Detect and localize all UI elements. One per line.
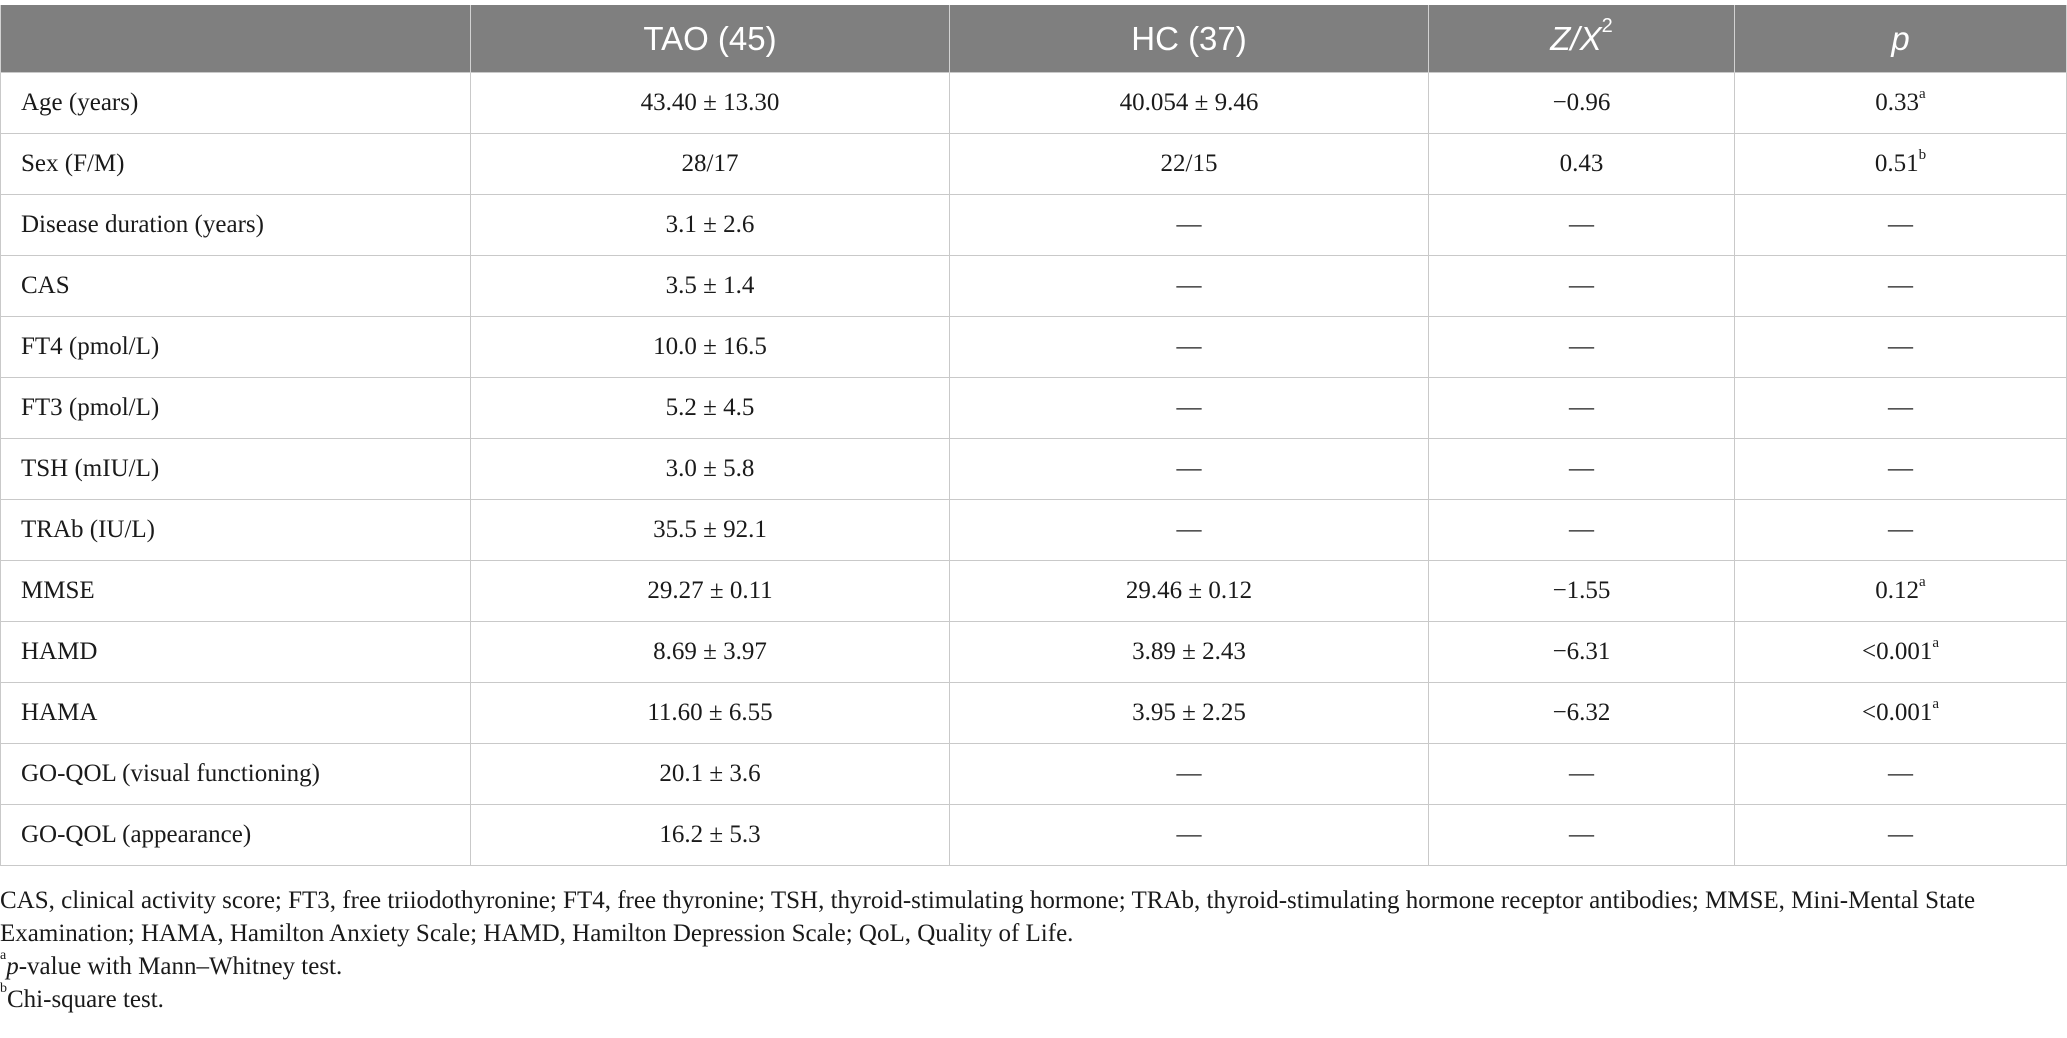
p-value-text: — [1888, 821, 1913, 848]
tao-value [471, 561, 950, 622]
hc-value [950, 744, 1429, 805]
hc-value-text: 29.46 ± 0.12 [1125, 577, 1253, 604]
tao-value [471, 805, 950, 866]
p-value-note-marker: b [1918, 147, 1927, 163]
row-label-text: TSH (mIU/L) [21, 455, 160, 482]
p-value-note-marker: a [1932, 696, 1940, 712]
p-value [1735, 500, 2067, 561]
footnote-a-marker: a [0, 948, 7, 963]
hc-value [950, 195, 1429, 256]
table-row [1, 317, 2067, 378]
stat-value-text: −1.55 [1552, 577, 1611, 604]
p-value [1735, 561, 2067, 622]
tao-value [471, 683, 950, 744]
row-label-text: FT4 (pmol/L) [21, 333, 160, 360]
row-label [1, 378, 471, 439]
stat-value [1429, 805, 1735, 866]
tao-value-text: 5.2 ± 4.5 [665, 394, 755, 421]
row-label [1, 500, 471, 561]
row-label [1, 683, 471, 744]
footnote-a-text: -value with Mann–Whitney test. [18, 953, 343, 980]
p-value-text: <0.001 [1861, 699, 1933, 726]
hc-value-text: 22/15 [1160, 150, 1218, 177]
header-p-label: p [1891, 19, 1910, 57]
row-label [1, 744, 471, 805]
p-value-text: — [1888, 394, 1913, 421]
stat-value [1429, 195, 1735, 256]
tao-value-text: 10.0 ± 16.5 [653, 333, 767, 360]
header-statistic [1429, 5, 1735, 73]
stat-value [1429, 744, 1735, 805]
hc-value [950, 134, 1429, 195]
hc-value [950, 805, 1429, 866]
table-row [1, 561, 2067, 622]
footnote-a [0, 950, 2060, 983]
row-label-text: Age (years) [21, 89, 139, 116]
stat-value-text: — [1569, 516, 1594, 543]
table-row [1, 134, 2067, 195]
table-row [1, 744, 2067, 805]
row-label-text: CAS [21, 272, 70, 299]
hc-value [950, 317, 1429, 378]
table-row [1, 73, 2067, 134]
hc-value [950, 622, 1429, 683]
stat-value-text: — [1569, 455, 1594, 482]
stat-value-text: 0.43 [1559, 150, 1604, 177]
row-label-text: HAMA [21, 699, 98, 726]
p-value [1735, 256, 2067, 317]
row-label-text: GO-QOL (visual functioning) [21, 760, 321, 787]
hc-value-text: 3.95 ± 2.25 [1132, 699, 1246, 726]
p-value-text: — [1888, 455, 1913, 482]
p-value [1735, 683, 2067, 744]
hc-value-text: — [1176, 516, 1202, 543]
tao-value [471, 378, 950, 439]
tao-value-text: 28/17 [681, 150, 739, 177]
p-value-text: — [1888, 516, 1913, 543]
header-stat-x-sup: 2 [1601, 14, 1613, 37]
p-value-text: 0.51 [1874, 150, 1919, 177]
row-label [1, 317, 471, 378]
hc-value [950, 439, 1429, 500]
stat-value-text: −6.31 [1552, 638, 1611, 665]
hc-value-text: — [1176, 760, 1202, 787]
stat-value [1429, 683, 1735, 744]
table-row [1, 378, 2067, 439]
header-stat-x: X [1579, 19, 1602, 57]
row-label [1, 73, 471, 134]
row-label-text: HAMD [21, 638, 98, 665]
tao-value-text: 29.27 ± 0.11 [647, 577, 773, 604]
tao-value [471, 622, 950, 683]
tao-value [471, 439, 950, 500]
row-label-text: TRAb (IU/L) [21, 516, 155, 543]
header-variable [1, 5, 471, 73]
stat-value [1429, 561, 1735, 622]
hc-value [950, 561, 1429, 622]
row-label-text: FT3 (pmol/L) [21, 394, 160, 421]
stat-value-text: — [1569, 272, 1594, 299]
tao-value-text: 3.0 ± 5.8 [665, 455, 755, 482]
stat-value-text: — [1569, 821, 1594, 848]
header-tao: TAO (45) [471, 5, 950, 73]
hc-value [950, 683, 1429, 744]
tao-value-text: 20.1 ± 3.6 [659, 760, 761, 787]
table-row [1, 500, 2067, 561]
footnote-a-italic: p [6, 953, 19, 980]
tao-value [471, 134, 950, 195]
table-row [1, 195, 2067, 256]
row-label [1, 256, 471, 317]
p-value [1735, 622, 2067, 683]
row-label [1, 561, 471, 622]
row-label-text: MMSE [21, 577, 95, 604]
tao-value-text: 8.69 ± 3.97 [653, 638, 767, 665]
table-row [1, 683, 2067, 744]
tao-value-text: 43.40 ± 13.30 [640, 89, 780, 116]
tao-value-text: 11.60 ± 6.55 [647, 699, 773, 726]
hc-value-text: — [1176, 333, 1202, 360]
hc-value-text: — [1176, 394, 1202, 421]
p-value-text: 0.33 [1875, 89, 1920, 116]
table-row [1, 256, 2067, 317]
tao-value [471, 73, 950, 134]
p-value-text: 0.12 [1875, 577, 1920, 604]
stat-value-text: — [1569, 211, 1594, 238]
table-body [1, 73, 2067, 866]
header-stat-sep: / [1570, 19, 1580, 57]
abbreviations-note: CAS, clinical activity score; FT3, free triiodothyronine; FT4, free thyronine; TSH, thyroid-stimulating hormone; TRAb, thyroid-stimulating hormone receptor antibodies; MMSE, Mini-Mental State Examination; HAMA, Hamilton Anxiety Scale; HAMD, Hamilton Depression Scale; QoL, Quality of Life. [0, 887, 1976, 947]
row-label-text: Disease duration (years) [21, 211, 264, 238]
table-row [1, 622, 2067, 683]
tao-value-text: 3.5 ± 1.4 [665, 272, 755, 299]
tao-value-text: 35.5 ± 92.1 [653, 516, 767, 543]
stat-value [1429, 134, 1735, 195]
p-value-note-marker: a [1932, 635, 1940, 651]
header-hc: HC (37) [950, 5, 1429, 73]
stat-value [1429, 500, 1735, 561]
header-row [1, 5, 2067, 73]
p-value-note-marker: a [1919, 86, 1926, 102]
hc-value-text: — [1176, 272, 1202, 299]
data-table [0, 5, 2067, 866]
p-value [1735, 378, 2067, 439]
p-value-note-marker: a [1919, 574, 1926, 590]
tao-value [471, 500, 950, 561]
stat-value [1429, 378, 1735, 439]
p-value [1735, 134, 2067, 195]
hc-value [950, 378, 1429, 439]
row-label [1, 134, 471, 195]
stat-value-text: −0.96 [1552, 89, 1611, 116]
stat-value-text: — [1569, 394, 1594, 421]
stat-value [1429, 439, 1735, 500]
p-value [1735, 317, 2067, 378]
tao-value [471, 195, 950, 256]
footnote-b-marker: b [0, 981, 7, 996]
p-value-text: — [1888, 211, 1913, 238]
p-value [1735, 744, 2067, 805]
p-value-text: — [1888, 272, 1913, 299]
hc-value [950, 500, 1429, 561]
row-label-text: GO-QOL (appearance) [21, 821, 252, 848]
hc-value-text: 40.054 ± 9.46 [1119, 89, 1259, 116]
stat-value [1429, 317, 1735, 378]
p-value [1735, 805, 2067, 866]
stat-value-text: −6.32 [1552, 699, 1611, 726]
hc-value-text: 3.89 ± 2.43 [1132, 638, 1246, 665]
stat-value-text: — [1569, 760, 1594, 787]
p-value [1735, 73, 2067, 134]
stat-value [1429, 73, 1735, 134]
stat-value [1429, 622, 1735, 683]
tao-value-text: 3.1 ± 2.6 [665, 211, 755, 238]
p-value-text: — [1888, 760, 1913, 787]
hc-value-text: — [1176, 211, 1202, 238]
p-value [1735, 439, 2067, 500]
table-row [1, 439, 2067, 500]
tao-value [471, 256, 950, 317]
p-value-text: — [1888, 333, 1913, 360]
tao-value [471, 317, 950, 378]
p-value-text: <0.001 [1861, 638, 1933, 665]
row-label-text: Sex (F/M) [21, 150, 125, 177]
p-value [1735, 195, 2067, 256]
table-row [1, 805, 2067, 866]
tao-value-text: 16.2 ± 5.3 [659, 821, 761, 848]
table-footnotes [0, 884, 2060, 1016]
footnote-b [0, 983, 2060, 1016]
header-p [1735, 5, 2067, 73]
footnote-b-text: Chi-square test. [7, 986, 164, 1013]
hc-value [950, 73, 1429, 134]
hc-value-text: — [1176, 821, 1202, 848]
stat-value [1429, 256, 1735, 317]
tao-value [471, 744, 950, 805]
row-label [1, 195, 471, 256]
row-label [1, 439, 471, 500]
hc-value-text: — [1176, 455, 1202, 482]
row-label [1, 622, 471, 683]
row-label [1, 805, 471, 866]
stat-value-text: — [1569, 333, 1594, 360]
hc-value [950, 256, 1429, 317]
header-stat-z: Z [1550, 19, 1571, 57]
